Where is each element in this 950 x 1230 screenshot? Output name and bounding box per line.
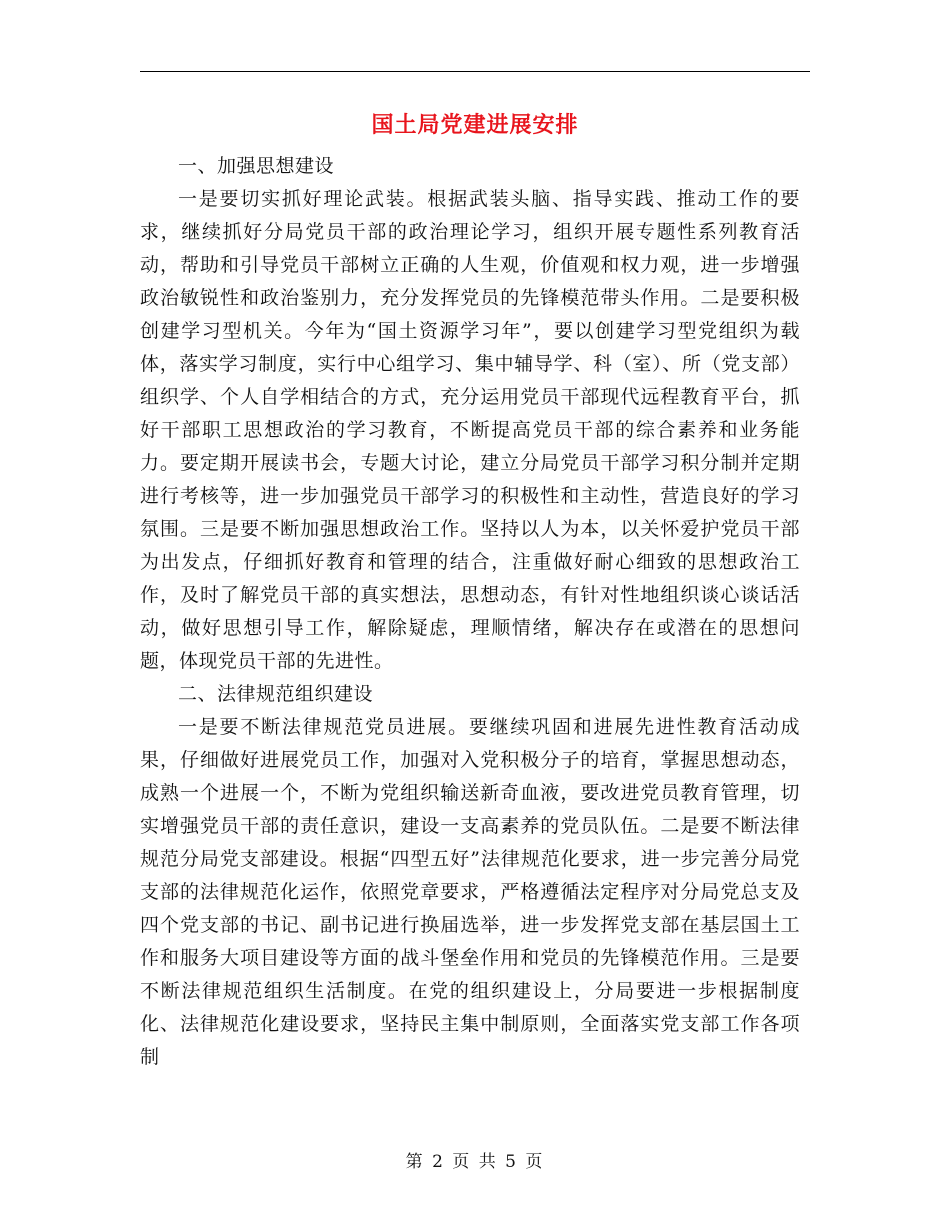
section-heading-1: 一、加强思想建设 [178, 155, 335, 177]
header-rule [140, 71, 810, 72]
document-body [140, 150, 800, 1074]
section-heading-2: 二、法律规范组织建设 [178, 683, 374, 705]
body-paragraph-2: 一是要不断法律规范党员进展。要继续巩固和进展先进性教育活动成果，仔细做好进展党员工作，加强对入党积极分子的培育，掌握思想动态，成熟一个进展一个，不断为党组织输送新奇血液，要改进党员教育管理，切实增强党员干部的责任意识，建设一支高素养的党员队伍。二是要不断法律规范分局党支部建设。根据“四型五好”法律规范化要求，进一步完善分局党支部的法律规范化运作，依照党章要求，严格遵循法定程序对分局党总支及四个党支部的书记、副书记进行换届选举，进一步发挥党支部在基层国土工作和服务大项目建设等方面的战斗堡垒作用和党员的先锋模范作用。三是要不断法律规范组织生活制度。在党的组织建设上，分局要进一步根据制度化、法律规范化建设要求，坚持民主集中制原则，全面落实党支部工作各项制 [140, 716, 800, 1068]
body-paragraph-1: 一是要切实抓好理论武装。根据武装头脑、指导实践、推动工作的要求，继续抓好分局党员干部的政治理论学习，组织开展专题性系列教育活动，帮助和引导党员干部树立正确的人生观，价值观和权力观，进一步增强政治敏锐性和政治鉴别力，充分发挥党员的先锋模范带头作用。二是要积极创建学习型机关。今年为“国土资源学习年”，要以创建学习型党组织为载体，落实学习制度，实行中心组学习、集中辅导学、科（室）、所（党支部）组织学、个人自学相结合的方式，充分运用党员干部现代远程教育平台，抓好干部职工思想政治的学习教育，不断提高党员干部的综合素养和业务能力。要定期开展读书会，专题大讨论，建立分局党员干部学习积分制并定期进行考核等，进一步加强党员干部学习的积极性和主动性，营造良好的学习氛围。三是要不断加强思想政治工作。坚持以人为本，以关怀爱护党员干部为出发点，仔细抓好教育和管理的结合，注重做好耐心细致的思想政治工作，及时了解党员干部的真实想法，思想动态，有针对性地组织谈心谈话活动，做好思想引导工作，解除疑虑，理顺情绪，解决存在或潜在的思想问题，体现党员干部的先进性。 [140, 188, 800, 672]
document-title: 国土局党建进展安排 [371, 112, 579, 138]
page-number: 第 2 页 共 5 页 [405, 1152, 545, 1172]
